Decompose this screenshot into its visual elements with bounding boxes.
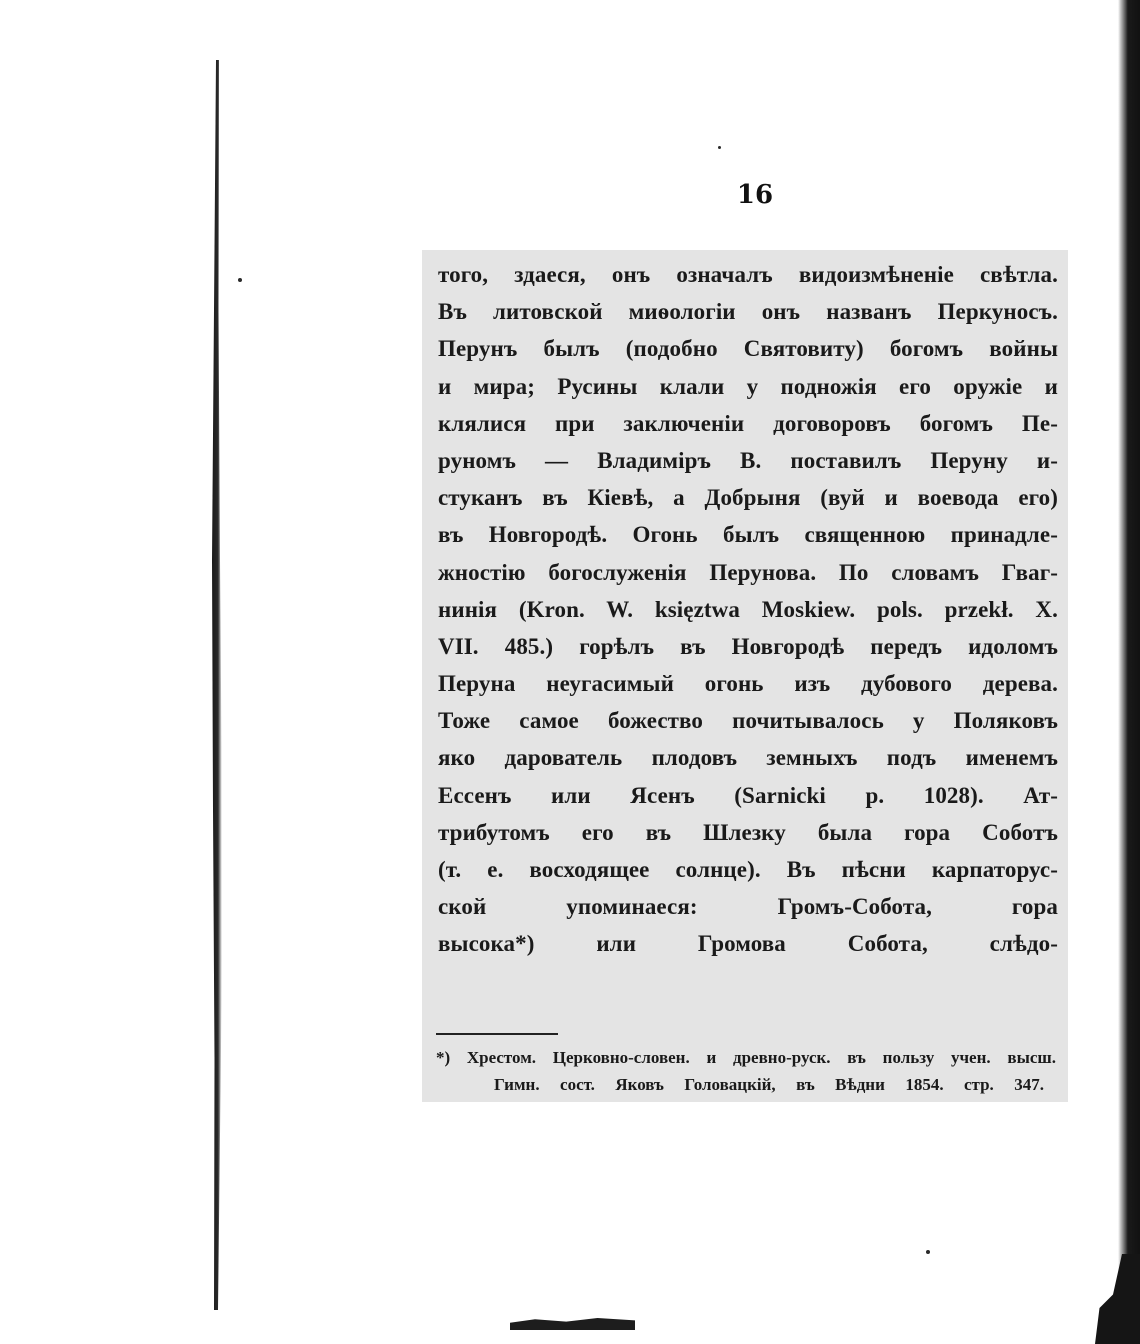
scan-speck [718,146,721,149]
text-line: руномъ — Владиміръ В. поставилъ Перуну и- [438,447,1058,473]
footnote [436,1044,1056,1098]
text-line: ской упоминаеся: Громъ-Собота, гора [438,894,1058,920]
text-line: VII. 485.) горѣлъ въ Новгородѣ передъ идоломъ [438,633,1058,659]
scan-shadow-left [212,60,222,1310]
text-line: нинія (Kron. W. księztwa Moskiew. pols. przekł. X. [438,596,1058,622]
text-line: жностію богослуженія Перунова. По словамъ Гваг- [438,559,1058,585]
scan-speck [926,1250,930,1254]
text-line: высока*) или Громова Собота, слѣдо- [438,931,1058,957]
text-line: Въ литовской миѳологіи онъ названъ Перкуносъ. [438,299,1058,325]
footnote-rule [436,1033,558,1035]
text-line: (т. е. восходящее солнце). Въ пѣсни карпаторус- [438,857,1058,882]
text-line: трибутомъ его въ Шлезку была гора Соботъ [438,819,1058,845]
text-line: и мира; Русины клали у подножія его оружіе и [438,373,1058,399]
scan-speck [238,278,242,282]
text-line: Перуна неугасимый огонь изъ дубового дерева. [438,671,1058,697]
text-line: клялися при заключеніи договоровъ богомъ Пе- [438,410,1058,436]
text-line: Ессенъ или Ясенъ (Sarnicki p. 1028). Ат- [438,782,1058,808]
text-line: въ Новгородѣ. Огонь былъ священною принадле- [438,522,1058,548]
page-number: 16 [736,180,774,210]
scan-shadow-right [1118,0,1140,1344]
text-line: яко дарователь плодовъ земныхъ подъ именемъ [438,745,1058,771]
scan-smudge-bottom [510,1318,635,1330]
footnote-line: *) Хрестом. Церковно-словен. и древно-руск. въ пользу учен. высш. [436,1048,1056,1067]
body-text [438,256,1058,963]
text-line: стуканъ въ Кіевѣ, а Добрыня (вуй и воевода его) [438,485,1058,511]
text-line: Тоже самое божество почитывалось у Поляковъ [438,708,1058,734]
footnote-line: Гимн. сост. Яковъ Головацкій, въ Вѣдни 1854. стр. 347. [494,1075,1044,1094]
text-line: Перунъ былъ (подобно Святовиту) богомъ войны [438,336,1058,362]
text-line: того, здаеся, онъ означалъ видоизмѣненіе свѣтла. [438,262,1058,287]
